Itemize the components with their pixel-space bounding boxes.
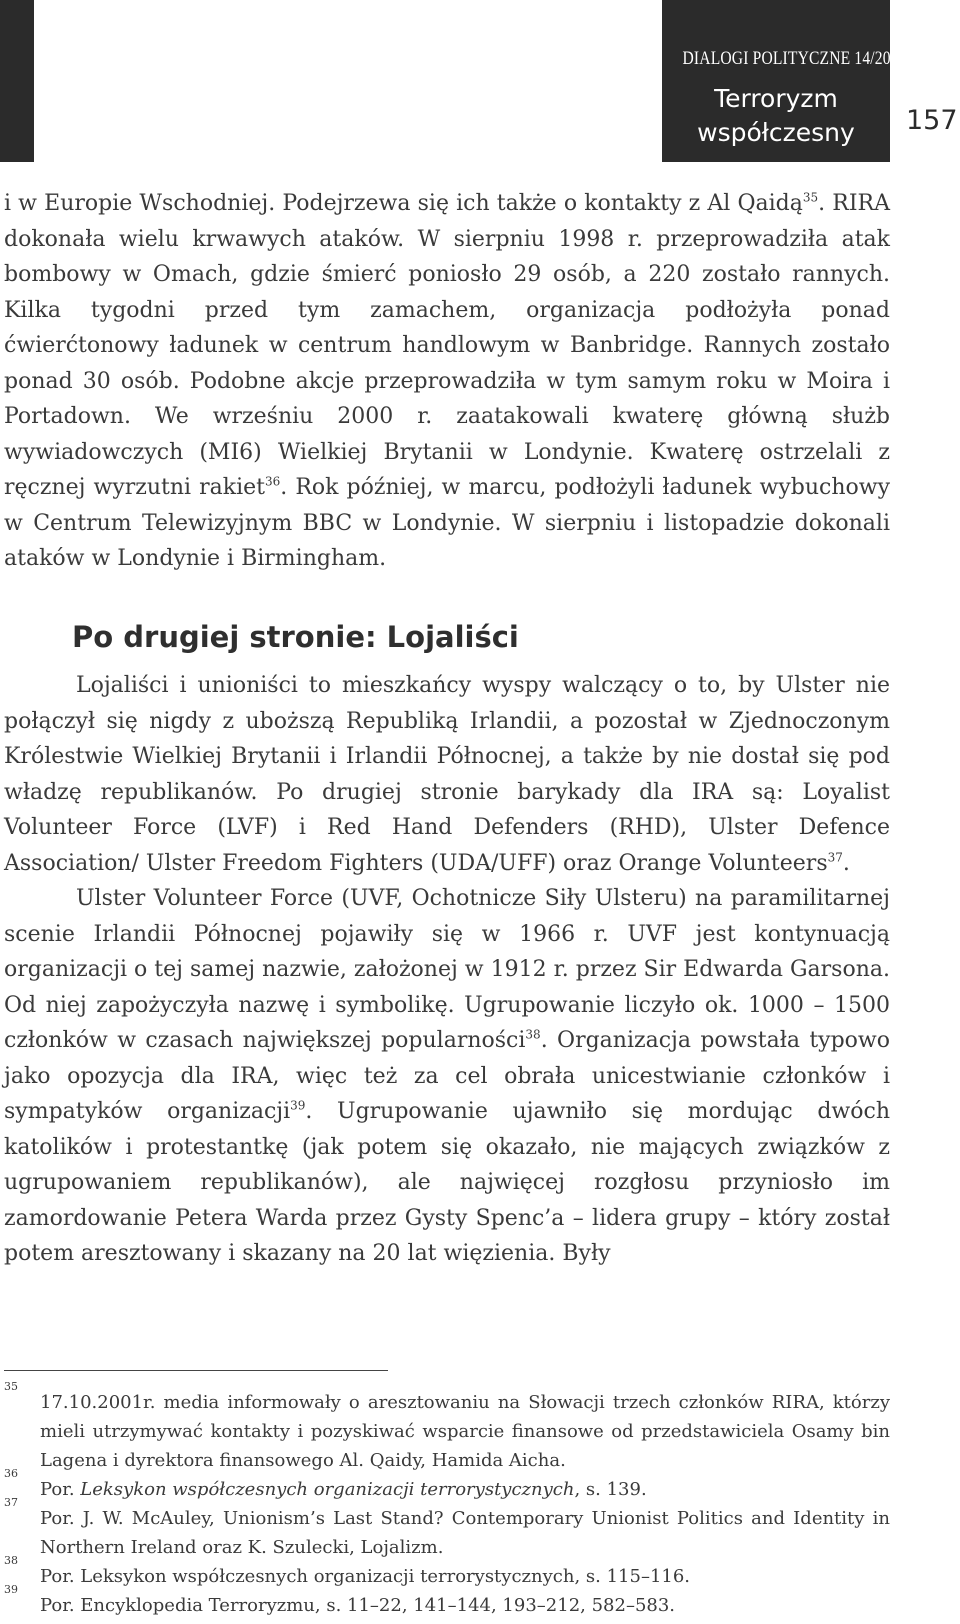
left-margin-bar [0,0,34,162]
footnote-ref-37[interactable]: 37 [827,850,843,865]
footnote-italic-title: Leksykon współczesnych organizacji terrorystycznych [80,1479,575,1500]
footnote-text: Por. Leksykon współczesnych organizacji terrorystycznych, s. 115–116. [40,1566,691,1587]
section-title-line1: Terroryzm [714,84,838,113]
footnote-number: 35 [4,1380,18,1393]
footnote-ref-38[interactable]: 38 [525,1027,541,1042]
paragraph-loyalists [4,668,890,881]
intro-text-b: . RIRA dokonała wielu krwawych ataków. W sierpniu 1998 r. przeprowadziła atak bombowy w Omach, gdzie śmierć poniosło 29 osób, a 220 zostało rannych. Kilka tygodni przed tym zamachem, organizacja podłożyła ponad ćwierćtonowy ładunek w centrum handlowym w Banbridge. Rannych zostało ponad 30 osób. Podobne akcje przeprowadziła w tym samym roku w Moira i Portadown. We wrześniu 2000 r. zaatakowali kwaterę główną służb wywiadowczych (MI6) Wielkiej Brytanii w Londynie. Kwaterę ostrzelali z ręcznej wyrzutni rakiet [4,191,890,500]
footnote-36 [4,1467,890,1504]
para1-text: Lojaliści i unioniści to mieszkańcy wyspy walczący o to, by Ulster nie połączył się nigdy z uboższą Republiką Irlandii, a pozostał w Zjednoczonym Królestwie Wielkiej Brytanii i Irlandii Północnej, a także by nie dostał się pod władzę republikanów. Po drugiej stronie barykady dla IRA są: Loyalist Volunteer Force (LVF) i Red Hand Defenders (RHD), Ulster Defence Association/ Ulster Freedom Fighters (UDA/UFF) oraz Orange Volunteers [4,673,890,876]
footnote-number: 39 [4,1583,18,1596]
footnote-text: Por. J. W. McAuley, Unionism’s Last Stand? Contemporary Unionist Politics and Identity in Northern Ireland oraz K. Szulecki, Lojalizm. [40,1508,890,1558]
intro-text-c: . Rok później, w marcu, podłożyli ładunek wybuchowy w Centrum Telewizyjnym BBC w Londynie. W sierpniu i listopadzie dokonali ataków w Londynie i Birmingham. [4,475,890,571]
para2-text-a: Ulster Volunteer Force (UVF, Ochotnicze Siły Ulsteru) na paramilitarnej scenie Irlandii Północnej pojawiły się w 1966 r. UVF jest kontynuacją organizacji o tej samej nazwie, założonej w 1912 r. przez Sir Edwarda Garsona. Od niej zapożyczyła nazwę i symbolikę. Ugrupowanie liczyło ok. 1000 – 1500 członków w czasach największej popularności [4,886,890,1053]
footnotes [4,1380,890,1620]
footnote-number: 37 [4,1496,18,1509]
footnote-ref-39[interactable]: 39 [290,1098,306,1113]
para2-text-b: . Organizacja powstała typowo jako opozycja dla IRA, więc też za cel obrała unicestwianie członków i sympatyków organizacji [4,1028,890,1124]
footnote-number: 38 [4,1554,18,1567]
footnote-35 [4,1380,890,1475]
para1-end: . [842,850,850,876]
para2-text-c: . Ugrupowanie ujawniło się mordując dwóch katolików i protestantkę (jak potem się okazało, nie mających związków z ugrupowaniem republikanów), ale najwięcej rozgłosu przyniosło im zamordowanie Petera Warda przez Gysty Spenc’a – lidera grupy – który został potem aresztowany i skazany na 20 lat więzienia. Były [4,1099,890,1266]
footnote-suffix: , s. 139. [574,1479,647,1500]
footnote-prefix: Por. [40,1479,81,1500]
loyalists-text [4,668,890,1272]
footnote-text: 17.10.2001r. media informowały o aresztowaniu na Słowacji trzech członków RIRA, którzy mieli utrzymywać kontakty i pozyskiwać wsparcie finansowe od przedstawiciela Osamy bin Lagena i dyrektora finansowego Al. Qaidy, Hamida Aicha. [40,1392,890,1471]
section-title [662,82,890,150]
page-number: 157 [906,105,958,136]
footnote-ref-35[interactable]: 35 [802,190,819,205]
running-header [662,0,907,162]
intro-paragraph [4,186,890,577]
section-title-line2: współczesny [697,118,855,147]
footnote-38 [4,1554,890,1591]
footnote-text: Por. Encyklopedia Terroryzmu, s. 11–22, 141–144, 193–212, 582–583. [40,1595,676,1616]
footnote-37 [4,1496,890,1562]
journal-title: DIALOGI POLITYCZNE 14/2011 [682,48,907,69]
footnote-divider [4,1370,388,1371]
footnote-number: 36 [4,1467,18,1480]
paragraph-uvf [4,881,890,1272]
footnote-ref-36[interactable]: 36 [265,474,281,489]
section-heading: Po drugiej stronie: Lojaliści [72,620,519,654]
footnote-39 [4,1583,890,1620]
intro-text-a: i w Europie Wschodniej. Podejrzewa się ich także o kontakty z Al Qaidą [4,191,803,216]
